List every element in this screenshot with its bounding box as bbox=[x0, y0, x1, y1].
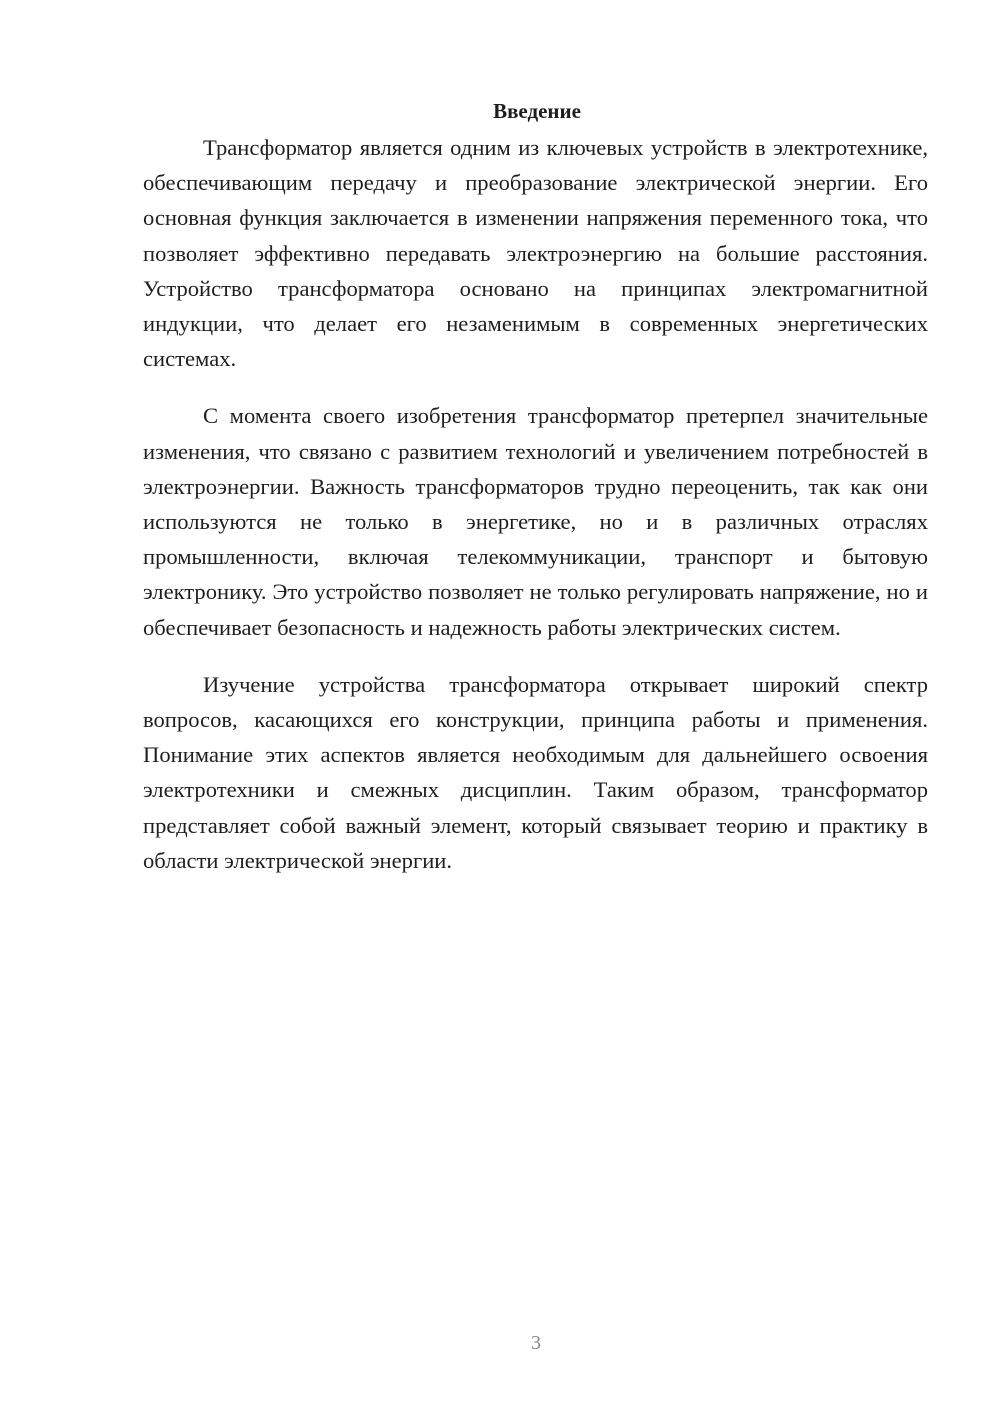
document-body bbox=[143, 92, 928, 878]
paragraph-1: Трансформатор является одним из ключевых устройств в электротехнике, обеспечивающим передачу и преобразование электрической энергии. Его основная функция заключается в изменении напряжения переменного тока, что позволяет эффективно передавать электроэнергию на большие расстояния. Устройство трансформатора основано на принципах электромагнитной индукции, что делает его незаменимым в современных энергетических системах. bbox=[143, 135, 928, 372]
section-heading: Введение bbox=[493, 99, 581, 123]
paragraph-2: С момента своего изобретения трансформатор претерпел значительные изменения, что связано с развитием технологий и увеличением потребностей в электроэнергии. Важность трансформаторов трудно переоценить, так как они используются не только в энергетике, но и в различных отраслях промышленности, включая телекоммуникации, транспорт и бытовую электронику. Это устройство позволяет не только регулировать напряжение, но и обеспечивает безопасность и надежность работы электрических систем. bbox=[143, 403, 928, 640]
page-number: 3 bbox=[531, 1332, 541, 1354]
paragraph-3: Изучение устройства трансформатора открывает широкий спектр вопросов, касающихся его конструкции, принципа работы и применения. Понимание этих аспектов является необходимым для дальнейшего освоения электротехники и смежных дисциплин. Таким образом, трансформатор представляет собой важный элемент, который связывает теорию и практику в области электрической энергии. bbox=[143, 671, 928, 873]
